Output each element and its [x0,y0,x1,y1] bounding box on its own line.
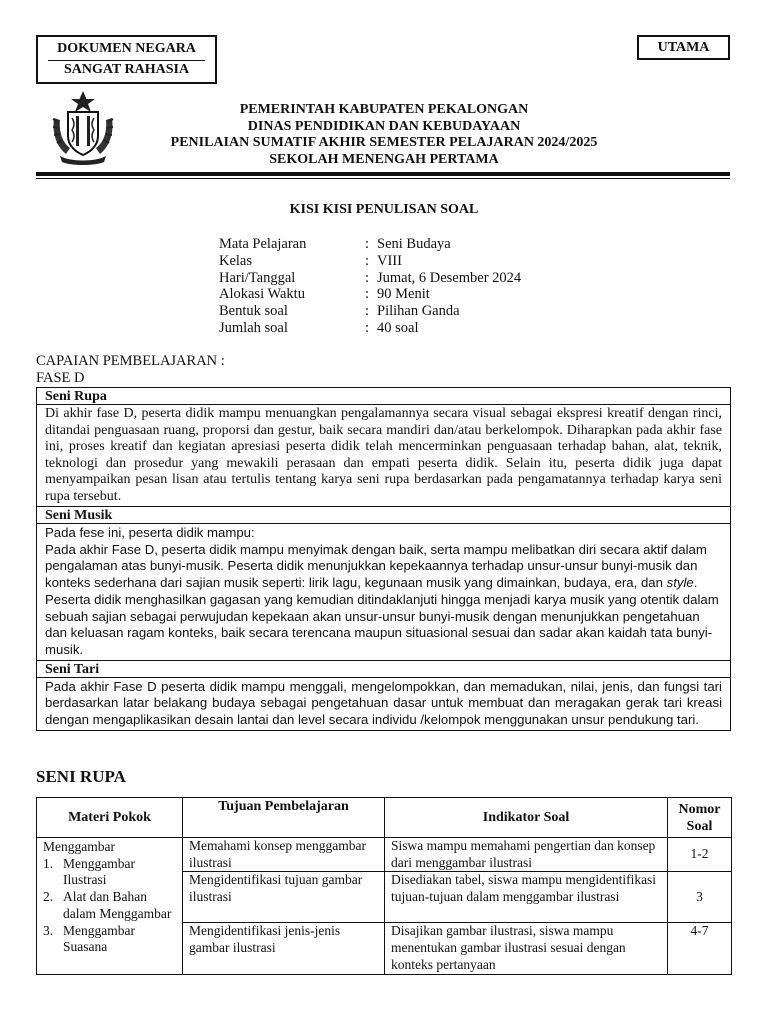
list-number: 3. [43,922,54,938]
tujuan-cell: Mengidentifikasi tujuan gambar ilustrasi [183,872,385,923]
seni-musik-text-b: . Peserta didik menghasilkan gagasan yang kemudian ditindaklanjuti hingga menjadi karya musik yang otentik dalam sebuah sajian sebagai perwujudan kepekaan akan unsur-unsur bunyi-musik dengan menunjukkan pengetahuan dan keluasan ragam konteks, baik secara terencana maupun situasional sesuai dan sadar akan kaidah tata bunyi-musik. [45,575,719,657]
exam-info [219,236,521,337]
info-key: Jumlah soal [219,319,288,336]
list-text: Menggambar Ilustrasi [63,855,135,888]
seni-tari-header: Seni Tari [37,661,730,678]
tujuan-cell: Memahami konsep menggambar ilustrasi [183,838,385,872]
indikator-cell: Disajikan gambar ilustrasi, siswa mampu menentukan gambar ilustrasi sesuai dengan konteks pertanyaan [385,923,668,974]
table-header-row [37,798,732,838]
letterhead-rule-thin [36,178,730,179]
list-text: Alat dan Bahan dalam Menggambar [63,889,172,921]
info-value: 90 Menit [377,286,430,303]
classification-line1: DOKUMEN NEGARA [57,41,196,56]
seni-rupa-text: Di akhir fase D, peserta didik mampu menuangkan pengalamannya secara visual sebagai ekspresi kreatif dengan rinci, ditandai penguasaan ruang, proporsi dan gestur, baik secara mandiri dan/atau berkelompok. Diharapkan pada akhir fase ini, proses kreatif dan kegiatan apresiasi peserta didik telah mencerminkan penguasaan terhadap bahan, alat, teknik, teknologi dan prosedur yang mewakili perasaan dan empati peserta didik. Selain itu, peserta didik juga dapat menyampaikan pesan lisan atau tertulis tentang karya seni rupa berdasarkan pada pengamatannya terhadap karya seni rupa tersebut. [37,405,730,507]
style-word: style [666,575,694,591]
list-item [43,889,176,922]
seni-musik-intro: Pada fese ini, peserta didik mampu: [45,525,255,540]
tujuan-cell: Mengidentifikasi jenis-jenis gambar ilustrasi [183,923,385,974]
materi-intro: Menggambar [43,839,115,854]
letterhead-rule-thick [36,172,730,176]
regency-emblem-icon [48,88,118,168]
document-title: KISI KISI PENULISAN SOAL [289,202,479,217]
seni-musik-header: Seni Musik [37,507,730,524]
seni-musik-body [37,524,730,661]
list-number: 2. [43,889,54,905]
info-value: 40 soal [377,319,419,336]
section-title: SENI RUPA [36,767,126,786]
info-value: VIII [377,252,402,269]
info-row [219,286,521,303]
classification-box [36,35,217,84]
info-row [219,270,521,287]
seni-musik-text-a: Pada akhir Fase D, peserta didik mampu menyimak dengan baik, serta mampu melibatkan diri secara aktif dalam pengalaman atas bunyi-musik. Peserta didik menunjukkan kepekaannya terhadap unsur-unsur bunyi-musik dan konteks sederhana dari sajian musik seperti: lirik lagu, kegunaan musik yang dimainkan, budaya, era, dan [45,541,707,591]
letterhead-line: DINAS PENDIDIKAN DAN KEBUDAYAAN [247,118,521,134]
capaian-table [36,387,731,731]
nomor-cell: 3 [668,872,732,923]
list-item [43,923,176,956]
info-colon: : [365,303,370,320]
info-row [219,303,521,320]
letterhead-line: PENILAIAN SUMATIF AKHIR SEMESTER PELAJARAN 2024/2025 [170,135,598,150]
info-key: Alokasi Waktu [219,286,305,303]
info-colon: : [365,269,370,286]
info-value: Jumat, 6 Desember 2024 [377,269,522,286]
classification-line2: SANGAT RAHASIA [63,62,190,77]
letterhead-line: SEKOLAH MENENGAH PERTAMA [269,151,499,167]
info-colon: : [365,319,370,336]
info-colon: : [365,252,370,269]
info-key: Bentuk soal [219,303,288,320]
capaian-heading [36,353,225,386]
utama-badge: UTAMA [637,35,730,60]
info-value: Seni Budaya [377,236,451,252]
capaian-title: CAPAIAN PEMBELAJARAN : [36,353,225,369]
fase-label: FASE D [36,369,85,386]
seni-musik-text [45,542,722,659]
info-key: Mata Pelajaran [219,236,307,252]
materi-list [43,856,176,956]
classification-divider [48,60,205,61]
list-item [43,856,176,889]
info-row [219,253,521,270]
column-header: Tujuan Pembelajaran [183,798,385,838]
nomor-cell: 1-2 [668,838,732,872]
indikator-cell: Disediakan tabel, siswa mampu mengidentifikasi tujuan-tujuan dalam menggambar ilustrasi [385,872,668,923]
info-row [219,320,521,337]
kisi-table [36,797,732,975]
seni-rupa-header: Seni Rupa [37,388,730,405]
nomor-cell: 4-7 [668,923,732,974]
seni-tari-text: Pada akhir Fase D peserta didik mampu menggali, mengelompokkan, dan memadukan, nilai, jenis, dan fungsi tari berdasarkan latar belakang budaya sebagai pengetahuan dasar untuk membuat dan meragakan gerak tari kreasi dengan mengaplikasikan desain lantai dan level secara individu /kelompok menggunakan unsur pendukung tari. [45,678,722,728]
letterhead-line: PEMERINTAH KABUPATEN PEKALONGAN [239,102,529,117]
column-header: Indikator Soal [385,798,668,838]
indikator-cell: Siswa mampu memahami pengertian dan konsep dari menggambar ilustrasi [385,838,668,872]
list-text: Menggambar Suasana [63,922,135,955]
info-row [219,236,521,253]
info-key: Kelas [219,252,253,269]
list-number: 1. [43,855,54,871]
letterhead [120,102,648,168]
column-header: Nomor Soal [668,798,732,838]
info-key: Hari/Tanggal [219,269,296,286]
info-colon: : [365,286,370,303]
info-colon: : [365,236,370,252]
column-header: Materi Pokok [37,798,183,838]
materi-cell [37,838,183,975]
info-value: Pilihan Ganda [377,303,460,320]
table-row [37,838,732,872]
